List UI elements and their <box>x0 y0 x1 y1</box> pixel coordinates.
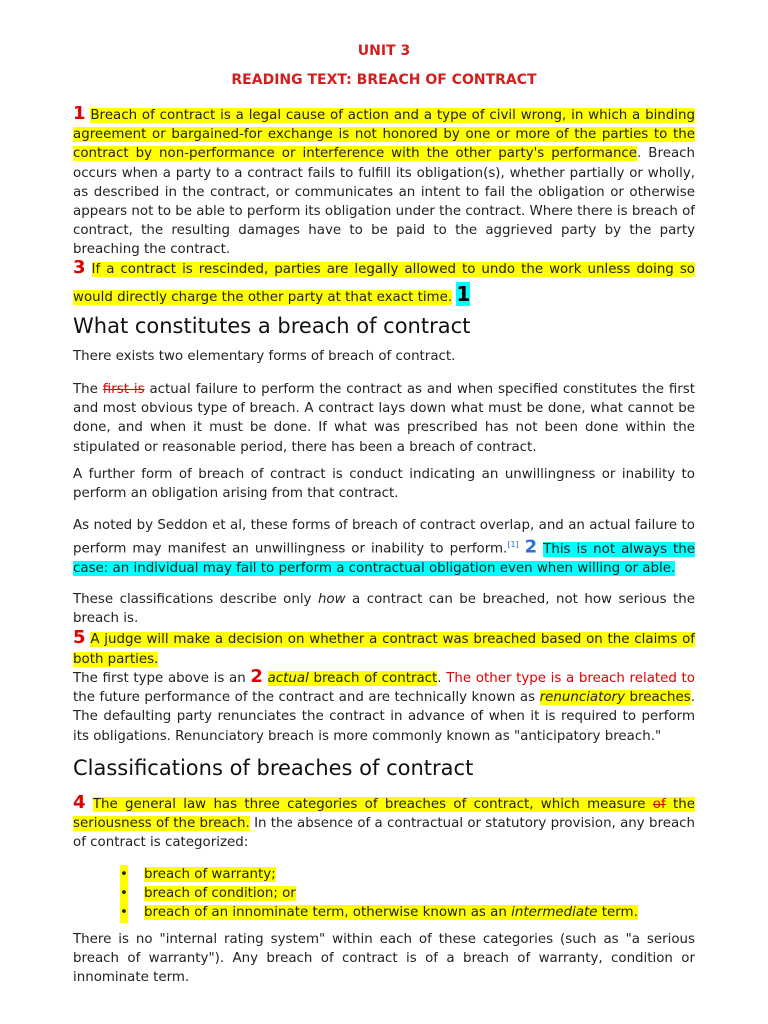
list-item-text: breach of an innominate term, otherwise known as an <box>144 905 512 921</box>
highlighted-text: A judge will make a decision on whether a contract was breached based on the claims of both parties. <box>73 632 695 667</box>
section2-para1 <box>73 793 695 853</box>
section1-intro: There exists two elementary forms of breach of contract. <box>73 349 456 364</box>
text: The first type above is an <box>73 671 251 686</box>
highlighted-text: If a contract is rescinded, parties are legally allowed to undo the work unless doing so would directly charge the other party at that exact time. <box>73 262 695 305</box>
section1-para5: The first type above is an 2 actual breach of contract. The other type is a breach related to the future performance of the contract and are technically known as renunciatory breaches. The defaulting party renunciates the contract in advance of when it is required to perform its obligations. Renunciatory breach is more commonly known as "anticipatory breach." <box>73 666 696 744</box>
text: These classifications describe only <box>73 592 318 607</box>
text: The <box>73 382 103 397</box>
breach-categories-list <box>73 865 695 923</box>
annotation-number: 2 <box>250 666 263 687</box>
annotation-number: 1 <box>456 282 471 306</box>
paragraph-2 <box>73 255 695 310</box>
struck-text: first is <box>102 382 145 397</box>
section1-para3 <box>73 516 695 578</box>
bullet-icon: • <box>120 903 128 922</box>
emphasis: how <box>317 592 346 607</box>
text: As noted by Seddon et al, these forms of breach of contract overlap, and an actual failure to perform may manifest an unwillingness or inability to perform. <box>73 518 695 557</box>
list-item <box>73 903 695 922</box>
closing-paragraph: There is no "internal rating system" within each of these categories (such as "a serious breach of warranty"). Any breach of contract is of a breach of warranty, condition or innominate term. <box>73 932 695 986</box>
annotation-number: 3 <box>73 257 86 278</box>
text: the future performance of the contract and are technically known as <box>73 690 540 706</box>
list-item <box>73 884 695 903</box>
highlighted-text: the seriousness of the breach. <box>73 797 695 832</box>
paragraph-1 <box>73 104 695 260</box>
emphasis: renunciatory <box>539 690 625 706</box>
annotation-number: 1 <box>73 103 86 124</box>
section-heading: Classifications of breaches of contract <box>73 756 474 780</box>
text: In the absence of a contractual or statutory provision, any breach of contract is categorized: <box>73 816 696 851</box>
highlighted-text: breaches <box>625 690 691 706</box>
footnote-link[interactable]: [1] <box>507 540 519 550</box>
annotation-number: 4 <box>73 792 86 813</box>
list-item <box>73 865 695 884</box>
emphasis: intermediate <box>511 905 598 921</box>
text: . The defaulting party renunciates the contract in advance of when it is required to perform its obligations. Renunciatory breach is more commonly known as "anticipatory breach." <box>73 690 695 744</box>
text: a contract can be breached, not how serious the breach is. <box>73 592 695 627</box>
section-heading: What constitutes a breach of contract <box>73 314 471 338</box>
bullet-icon: • <box>120 884 128 903</box>
paragraph-text: . Breach occurs when a party to a contract fails to fulfill its obligation(s), whether partially or wholly, as described in the contract, or communicates an intent to fail the obligation or otherwise appears not to be able to perform its obligation under the contract. Where there is breach of contract, the resulting damages have to be paid to the aggrieved party by the party breaching the contract. <box>73 146 695 258</box>
struck-text: of <box>652 797 666 812</box>
annotation-number: 2 <box>524 536 538 558</box>
red-text: The other type is a breach related to <box>446 671 696 686</box>
unit-title: UNIT 3 <box>357 43 411 59</box>
highlighted-text: The general law has three categories of breaches of contract, which measure <box>92 797 653 812</box>
highlighted-text: Breach of contract is a legal cause of action and a type of civil wrong, in which a binding agreement or bargained-for exchange is not honored by one or more of the parties to the contract by non-performance or interference with the other party's performance <box>73 108 695 162</box>
text: actual failure to perform the contract as and when specified constitutes the first and most obvious type of breach. A contract lays down what must be done, what cannot be done, and when it must be done. If what was prescribed has not been done within the stipulated or reasonable period, there has been a breach of contract. <box>73 382 695 455</box>
section1-para1 <box>73 380 695 457</box>
annotation-number: 5 <box>73 627 86 649</box>
list-item-text: breach of warranty; <box>144 867 276 882</box>
reading-title: READING TEXT: BREACH OF CONTRACT <box>231 72 537 88</box>
list-item-text: breach of condition; or <box>144 886 296 902</box>
section1-para4 <box>73 590 695 669</box>
highlighted-text: This is not always the case: an individual may fail to perform a contractual obligation even when willing or able. <box>73 541 696 576</box>
highlighted-text: breach of contract <box>308 671 438 686</box>
bullet-icon: • <box>120 865 128 884</box>
list-item-text: term. <box>597 905 638 921</box>
emphasis: actual <box>267 671 309 686</box>
section1-para2: A further form of breach of contract is conduct indicating an unwillingness or inability to perform an obligation arising from that contract. <box>73 467 695 502</box>
